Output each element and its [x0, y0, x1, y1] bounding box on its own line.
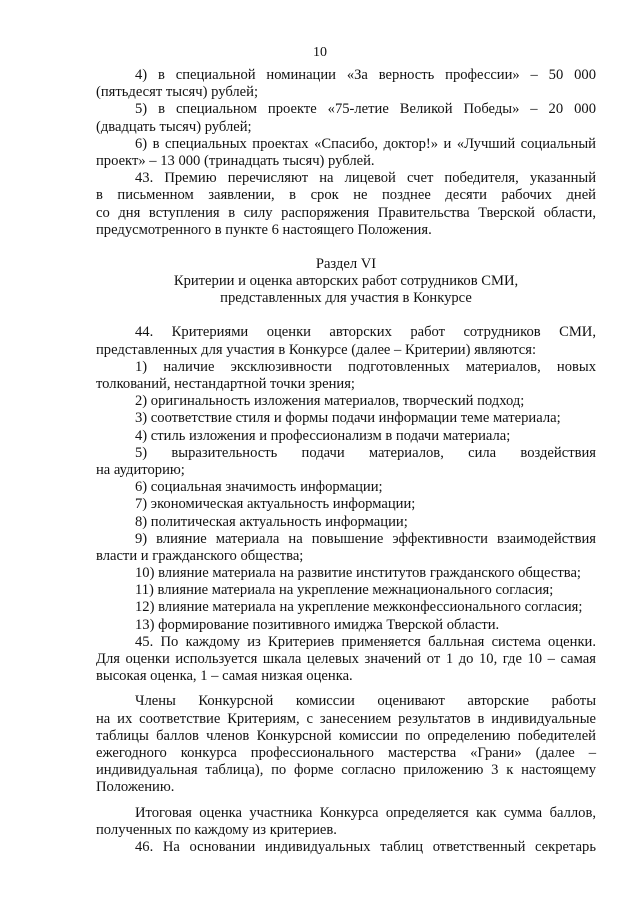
- text-line: 46. На основании индивидуальных таблиц ответственный секретарь: [135, 838, 596, 855]
- text-line: Итоговая оценка участника Конкурса определяется как сумма баллов,: [135, 804, 596, 821]
- text-line: Для оценки используется шкала целевых значений от 1 до 10, где 10 – самая: [96, 651, 596, 667]
- text-line: 44. Критериями оценки авторских работ сотрудников СМИ,: [135, 324, 596, 341]
- text-line: Члены Конкурсной комиссии оценивают авторские работы: [135, 693, 596, 710]
- text-line: представленных для участия в Конкурсе (далее – Критерии) являются:: [96, 341, 537, 358]
- text-line: в письменном заявлении, в срок не позднее десяти рабочих дней: [96, 187, 596, 204]
- text-line: представленных для участия в Конкурсе: [220, 290, 472, 307]
- text-line: 6) в специальных проектах «Спасибо, доктор!» и «Лучший социальный: [135, 135, 596, 152]
- text-line: со дня вступления в силу распоряжения Правительства Тверской области,: [96, 204, 596, 221]
- text-line: 1) наличие эксклюзивности подготовленных материалов, новых: [135, 358, 596, 375]
- text-line: высокая оценка, 1 – самая низкая оценка.: [96, 668, 353, 685]
- text-line: 13) формирование позитивного имиджа Тверской области.: [135, 616, 500, 633]
- text-line: (пятьдесят тысяч) рублей;: [96, 84, 259, 101]
- page-number: 10: [313, 45, 327, 60]
- text-line: (двадцать тысяч) рублей;: [96, 118, 252, 135]
- text-line: Критерии и оценка авторских работ сотрудников СМИ,: [173, 273, 519, 290]
- text-line: толкований, нестандартной точки зрения;: [96, 376, 355, 392]
- text-line: 10) влияние материала на развитие институтов гражданского общества;: [135, 565, 581, 582]
- text-line: 45. По каждому из Критериев применяется балльная система оценки.: [135, 633, 596, 650]
- text-line: 9) влияние материала на повышение эффективности взаимодействия: [135, 530, 596, 547]
- text-line: 5) в специальном проекте «75-летие Великой Победы» – 20 000: [135, 101, 596, 118]
- text-line: 3) соответствие стиля и формы подачи информации теме материала;: [135, 410, 561, 427]
- text-line: на их соответствие Критериям, с занесением результатов в индивидуальные: [96, 710, 596, 727]
- paragraph-gap: [96, 307, 596, 324]
- text-line: 7) экономическая актуальность информации;: [135, 496, 416, 513]
- text-line: 2) оригинальность изложения материалов, творческий подход;: [135, 393, 525, 410]
- paragraph-gap: [96, 797, 596, 805]
- text-line: власти и гражданского общества;: [96, 547, 304, 564]
- text-line: 43. Премию перечисляют на лицевой счет победителя, указанный: [135, 170, 596, 187]
- text-line: проект» – 13 000 (тринадцать тысяч) рублей.: [96, 152, 375, 169]
- text-line: 11) влияние материала на укрепление межнационального согласия;: [135, 582, 554, 599]
- paragraph-gap: [96, 685, 596, 693]
- text-line: 4) в специальной номинации «За верность профессии» – 50 000: [135, 67, 596, 83]
- text-line: 4) стиль изложения и профессионализм в подачи материала;: [135, 427, 511, 444]
- text-line: Положению.: [96, 779, 175, 796]
- text-line: 8) политическая актуальность информации;: [135, 513, 408, 530]
- text-line: Раздел VI: [315, 255, 377, 272]
- text-line: 12) влияние материала на укрепление межконфессионального согласия;: [135, 599, 583, 616]
- text-line: индивидуальная таблица), по форме согласно приложению 3 к настоящему: [96, 762, 596, 779]
- text-line: таблицы баллов членов Конкурсной комиссии по определению победителей: [96, 727, 596, 744]
- text-line: 6) социальная значимость информации;: [135, 479, 383, 496]
- text-line: полученных по каждому из критериев.: [96, 821, 337, 838]
- text-line: ежегодного конкурса профессионального мастерства «Грани» (далее –: [96, 744, 596, 761]
- document-body: [96, 67, 596, 856]
- text-line: 5) выразительность подачи материалов, сила воздействия: [135, 444, 596, 461]
- text-line: на аудиторию;: [96, 461, 185, 478]
- text-line: предусмотренного в пункте 6 настоящего Положения.: [96, 221, 432, 238]
- paragraph-gap: [96, 239, 596, 256]
